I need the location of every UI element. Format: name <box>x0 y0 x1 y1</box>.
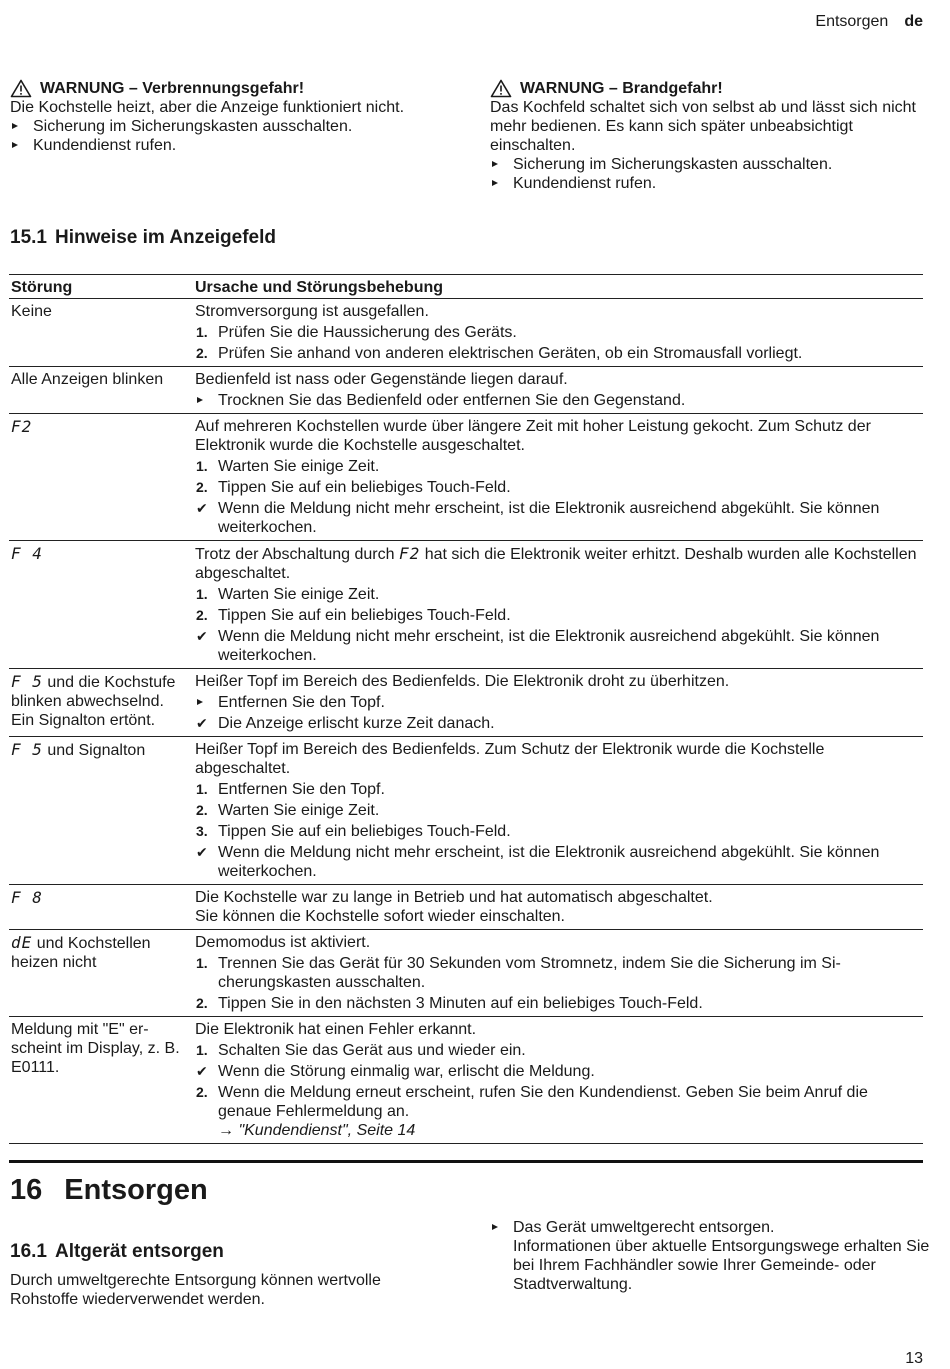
cause-text: Sie können die Kochstelle sofort wieder einschalten. <box>195 908 565 925</box>
table-row <box>9 541 923 669</box>
cause-cell <box>193 669 923 737</box>
fault-cell: Keine <box>11 303 52 320</box>
check-icon: ✔ <box>196 844 208 860</box>
cause-text: Heißer Topf im Bereich des Bedienfelds. Zum Schutz der Elektronik wurde die Kochstelle abgeschaltet. <box>195 741 825 777</box>
fault-cell <box>9 930 193 1017</box>
cause-cell <box>193 414 923 541</box>
warning-title <box>10 79 460 98</box>
cause-text: Stromversorgung ist ausgefallen. <box>195 303 429 320</box>
header-fault: Störung <box>9 275 193 299</box>
fault-cell <box>9 669 193 737</box>
step: 1. Warten Sie einige Zeit. <box>196 586 380 603</box>
cause-text: Demomodus ist aktiviert. <box>195 934 371 951</box>
cause-cell <box>193 299 923 367</box>
check-icon: ✔ <box>196 628 208 644</box>
check-icon: ✔ <box>196 1063 208 1079</box>
fault-code: F2 <box>398 544 421 563</box>
step: 2. Wenn die Meldung erneut erscheint, rufen Sie den Kundendienst. Geben Sie beim Anruf die genaue Fehlermeldung an. → "Kundendienst", Seite 14 <box>196 1084 868 1139</box>
result: ✔ Wenn die Meldung nicht mehr erscheint, ist die Elektronik ausreichend abgekühlt. Sie können weiterkochen. <box>196 844 880 880</box>
step: 2. Prüfen Sie anhand von anderen elektrischen Geräten, ob ein Stromausfall vorliegt. <box>196 345 803 362</box>
fault-cell: Alle Anzeigen blinken <box>11 371 164 388</box>
step: 1. Schalten Sie das Gerät aus und wieder ein. <box>196 1042 526 1059</box>
disposal-action: Das Gerät umweltgerecht entsorgen. <box>490 1218 930 1237</box>
fault-cell <box>9 885 193 930</box>
warning-action: Sicherung im Sicherungskasten ausschalten. <box>10 117 460 136</box>
result: ✔ Wenn die Störung einmalig war, erlischt die Meldung. <box>196 1063 595 1080</box>
warning-fire <box>490 79 930 193</box>
header-lang: de <box>904 13 923 30</box>
section-title: Hinweise im Anzeigefeld <box>54 227 276 248</box>
warning-action: Sicherung im Sicherungskasten ausschalten. <box>490 155 930 174</box>
fault-text: und die Kochstufe blinken abwechselnd. Ein Signalton ertönt. <box>11 674 176 729</box>
cause-text: Trotz der Abschaltung durch F2 hat sich die Elektronik weiter erhitzt. Deshalb wurden alle Kochstellen abgeschaltet. <box>195 544 917 582</box>
fault-code: F 4 <box>11 544 43 563</box>
chapter-title: Entsorgen <box>64 1174 208 1206</box>
cause-cell <box>193 541 923 669</box>
cause-cell <box>193 367 923 414</box>
page-number: 13 <box>905 1350 923 1367</box>
fault-code: F 5 <box>11 740 43 759</box>
cause-text: Heißer Topf im Bereich des Bedienfelds. Die Elektronik droht zu überhitzen. <box>195 673 730 690</box>
table-row <box>9 299 923 367</box>
fault-code: F 5 <box>11 672 43 691</box>
cause-cell <box>193 930 923 1017</box>
header-cause: Ursache und Störungsbehebung <box>193 275 923 299</box>
disposal-info: Informationen über aktuelle Entsorgungswege erhalten Sie bei Ihrem Fachhändler sowie Ihrer Gemeinde- oder Stadtverwaltung. <box>513 1238 930 1293</box>
cause-text: Auf mehreren Kochstellen wurde über längere Zeit mit hoher Leistung gekocht. Zum Schutz der Elektronik wurde die Kochstelle ausgeschaltet. <box>195 418 871 454</box>
warning-title-text: WARNUNG – Brandgefahr! <box>520 80 723 97</box>
table-row <box>9 737 923 885</box>
chapter-number: 16 <box>10 1174 43 1206</box>
page-header <box>815 12 923 32</box>
section-title: Altgerät entsorgen <box>54 1241 224 1262</box>
disposal-instructions <box>490 1218 930 1294</box>
warning-triangle-icon <box>490 79 512 98</box>
table-row <box>9 1017 923 1144</box>
fault-cell <box>9 414 193 541</box>
cross-reference[interactable]: → "Kundendienst", Seite 14 <box>218 1122 416 1139</box>
warning-action: Kundendienst rufen. <box>10 136 460 155</box>
warning-triangle-icon <box>10 79 32 98</box>
fault-cell <box>9 737 193 885</box>
step: 1. Entfernen Sie den Topf. <box>196 781 385 798</box>
table-row <box>9 930 923 1017</box>
table-row <box>9 367 923 414</box>
warning-action: Kundendienst rufen. <box>490 174 930 193</box>
fault-cell: Meldung mit "E" erscheint im Display, z. B. E0111. <box>11 1021 180 1076</box>
result: ✔ Wenn die Meldung nicht mehr erscheint, ist die Elektronik ausreichend abgekühlt. Sie können weiterkochen. <box>196 500 880 536</box>
warning-title <box>490 79 930 98</box>
fault-code: dE <box>11 933 33 952</box>
warning-burn <box>10 79 460 155</box>
step: 1. Warten Sie einige Zeit. <box>196 458 380 475</box>
step: 1. Trennen Sie das Gerät für 30 Sekunden vom Stromnetz, indem Sie die Sicherung im Sicherungskasten ausschalten. <box>196 955 841 991</box>
step: 2. Tippen Sie auf ein beliebiges Touch-Feld. <box>196 479 511 496</box>
fault-cell <box>9 541 193 669</box>
cause-text: Die Kochstelle war zu lange in Betrieb und hat automatisch abgeschaltet. <box>195 889 713 906</box>
section-heading-15-1 <box>10 226 276 250</box>
step: 2. Warten Sie einige Zeit. <box>196 802 380 819</box>
step: 3. Tippen Sie auf ein beliebiges Touch-Feld. <box>196 823 511 840</box>
section-divider <box>9 1160 923 1163</box>
section-heading-16-1 <box>10 1240 224 1264</box>
check-icon: ✔ <box>196 500 208 516</box>
warning-text: Das Kochfeld schaltet sich von selbst ab und lässt sich nicht mehr bedienen. Es kann sich später unbeabsichtigt einschalten. <box>490 99 916 154</box>
section-number: 15.1 <box>10 227 47 248</box>
fault-code: F2 <box>11 417 33 436</box>
warning-title-text: WARNUNG – Verbrennungsgefahr! <box>40 80 305 97</box>
chapter-heading-16 <box>10 1172 208 1208</box>
result: ✔ Wenn die Meldung nicht mehr erscheint, ist die Elektronik ausreichend abgekühlt. Sie können weiterkochen. <box>196 628 880 664</box>
action: Trocknen Sie das Bedienfeld oder entfernen Sie den Gegenstand. <box>195 391 921 410</box>
cause-text: Die Elektronik hat einen Fehler erkannt. <box>195 1021 477 1038</box>
fault-table <box>9 274 923 1144</box>
header-section: Entsorgen <box>815 13 889 30</box>
check-icon: ✔ <box>196 715 208 731</box>
action: Entfernen Sie den Topf. <box>195 693 921 712</box>
result: ✔ Die Anzeige erlischt kurze Zeit danach. <box>196 715 495 732</box>
step: 2. Tippen Sie auf ein beliebiges Touch-Feld. <box>196 607 511 624</box>
fault-text: und Kochstellen heizen nicht <box>11 935 151 971</box>
section-number: 16.1 <box>10 1241 47 1262</box>
cause-cell <box>193 737 923 885</box>
cause-cell <box>193 885 923 930</box>
warning-text: Die Kochstelle heizt, aber die Anzeige funktioniert nicht. <box>10 99 405 116</box>
table-row <box>9 414 923 541</box>
disposal-text: Durch umweltgerechte Entsorgung können wertvolle Rohstoffe wiederverwendet werden. <box>10 1272 381 1308</box>
step: 1. Prüfen Sie die Haussicherung des Geräts. <box>196 324 517 341</box>
fault-text: und Signalton <box>47 742 146 759</box>
table-row <box>9 669 923 737</box>
cause-text: Bedienfeld ist nass oder Gegenstände liegen darauf. <box>195 371 568 388</box>
cause-cell <box>193 1017 923 1144</box>
fault-code: F 8 <box>11 888 43 907</box>
step: 2. Tippen Sie in den nächsten 3 Minuten auf ein beliebiges Touch-Feld. <box>196 995 703 1012</box>
table-row <box>9 885 923 930</box>
table-header-row <box>9 275 923 299</box>
